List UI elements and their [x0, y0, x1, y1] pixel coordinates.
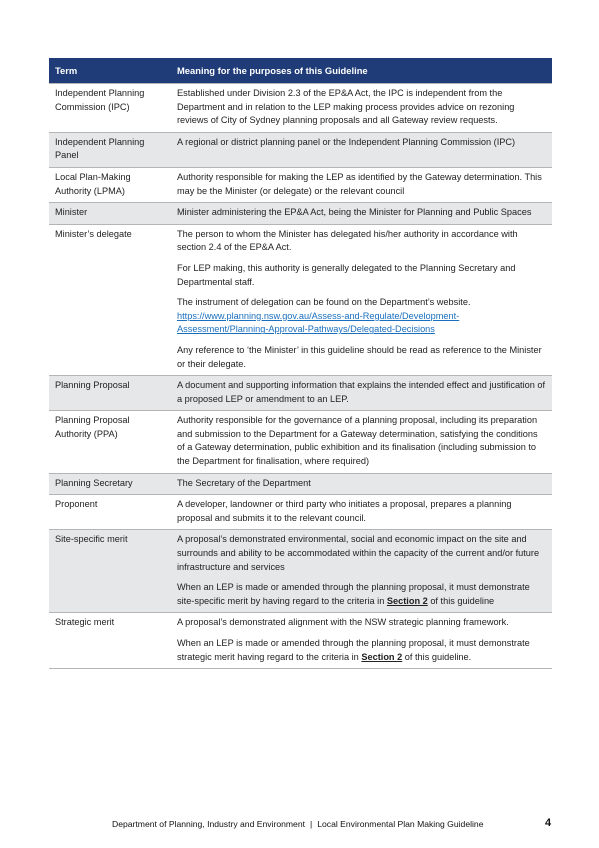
term-cell: Strategic merit: [49, 613, 171, 669]
meaning-cell: [171, 473, 552, 495]
meaning-text: A document and supporting information that explains the intended effect and justification of a proposed LEP or amendment to an LEP.: [177, 380, 546, 404]
meaning-text: For LEP making, this authority is generally delegated to the Planning Secretary and Departmental staff.: [177, 262, 516, 287]
table-row: [49, 224, 552, 375]
meaning-cell: [171, 132, 552, 167]
section-2-link[interactable]: Section 2: [386, 595, 428, 606]
criteria-text: When an LEP is made or amended through the planning proposal, it must demonstrate strategic merit having regard to the criteria in: [177, 638, 530, 662]
criteria-suffix: of this guideline.: [404, 651, 472, 662]
header-term: Term: [49, 58, 171, 84]
meaning-cell: [171, 224, 552, 375]
footer-department: Department of Planning, Industry and Environment: [112, 819, 305, 829]
meaning-cell: [171, 376, 552, 411]
criteria-text: When an LEP is made or amended through the planning proposal, it must demonstrate site-specific merit by having regard to the criteria in: [177, 582, 530, 606]
footer-title: Local Environmental Plan Making Guideline: [317, 819, 484, 829]
table-row: [49, 84, 552, 133]
page-number: 4: [545, 817, 552, 829]
term-cell: Minister: [49, 203, 171, 225]
meaning-text: [177, 581, 546, 608]
meaning-cell: [171, 613, 552, 669]
meaning-text: [177, 637, 546, 664]
meaning-cell: [171, 84, 552, 133]
meaning-text: Established under Division 2.3 of the EP&A Act, the IPC is independent from the Department and in relation to the LEP making process provides advice on rezoning reviews of City of Sydney planning proposals and all Gateway review requests.: [177, 88, 515, 126]
glossary-table: [49, 58, 552, 669]
meaning-cell: [171, 167, 552, 202]
meaning-text: A proposal’s demonstrated alignment with the NSW strategic planning framework.: [177, 617, 509, 628]
meaning-text: Authority responsible for the governance of a planning proposal, including its preparation and submission to the Department for a Gateway determination, satisfying the conditions of a Gateway determination, public exhibition and its finalisation (including submission to the Department for finalisation, where required): [177, 415, 538, 467]
page-footer: [112, 819, 483, 829]
meaning-text: Authority responsible for making the LEP as identified by the Gateway determination. This may be the Minister (or delegate) or the relevant council: [177, 171, 542, 196]
table-row: [49, 530, 552, 613]
term-cell: Minister’s delegate: [49, 224, 171, 375]
term-cell: Local Plan-Making Authority (LPMA): [49, 167, 171, 202]
meaning-text: The person to whom the Minister has delegated his/her authority in accordance with section 2.4 of the EP&A Act.: [177, 228, 518, 253]
meaning-text: Any reference to ‘the Minister’ in this guideline should be read as reference to the Minister or their delegate.: [177, 344, 542, 369]
table-row: [49, 411, 552, 473]
term-cell: Planning Proposal: [49, 376, 171, 411]
table-row: [49, 132, 552, 167]
term-cell: Independent Planning Panel: [49, 132, 171, 167]
header-meaning: Meaning for the purposes of this Guideline: [171, 58, 552, 84]
table-row: [49, 473, 552, 495]
meaning-text: The Secretary of the Department: [177, 477, 311, 488]
criteria-suffix: of this guideline: [430, 595, 495, 606]
table-header-row: [49, 58, 552, 84]
meaning-text: A proposal’s demonstrated environmental, social and economic impact on the site and surrounds and ability to be accommodated within the capacity of the current and/or future infrastructure and services: [177, 534, 540, 572]
meaning-text: [177, 296, 546, 337]
delegated-decisions-link[interactable]: https://www.planning.nsw.gov.au/Assess-and-Regulate/Development-Assessment/Planning-Approval-Pathways/Delegated-Decisions: [177, 310, 460, 335]
meaning-cell: [171, 203, 552, 225]
table-row: [49, 376, 552, 411]
meaning-text: Minister administering the EP&A Act, being the Minister for Planning and Public Spaces: [177, 207, 532, 218]
term-cell: Planning Proposal Authority (PPA): [49, 411, 171, 473]
meaning-cell: [171, 530, 552, 613]
meaning-text: A regional or district planning panel or the Independent Planning Commission (IPC): [177, 136, 516, 147]
meaning-cell: [171, 411, 552, 473]
term-cell: Independent Planning Commission (IPC): [49, 84, 171, 133]
term-cell: Site-specific merit: [49, 530, 171, 613]
table-row: [49, 167, 552, 202]
meaning-cell: [171, 495, 552, 530]
footer-separator: |: [310, 819, 313, 829]
term-cell: Planning Secretary: [49, 473, 171, 495]
table-row: [49, 613, 552, 669]
section-2-link[interactable]: Section 2: [361, 651, 403, 662]
table-row: [49, 495, 552, 530]
delegation-text: The instrument of delegation can be found on the Department’s website.: [177, 297, 471, 308]
table-row: [49, 203, 552, 225]
meaning-text: A developer, landowner or third party who initiates a proposal, prepares a planning proposal and submits it to the relevant council.: [177, 499, 512, 523]
term-cell: Proponent: [49, 495, 171, 530]
